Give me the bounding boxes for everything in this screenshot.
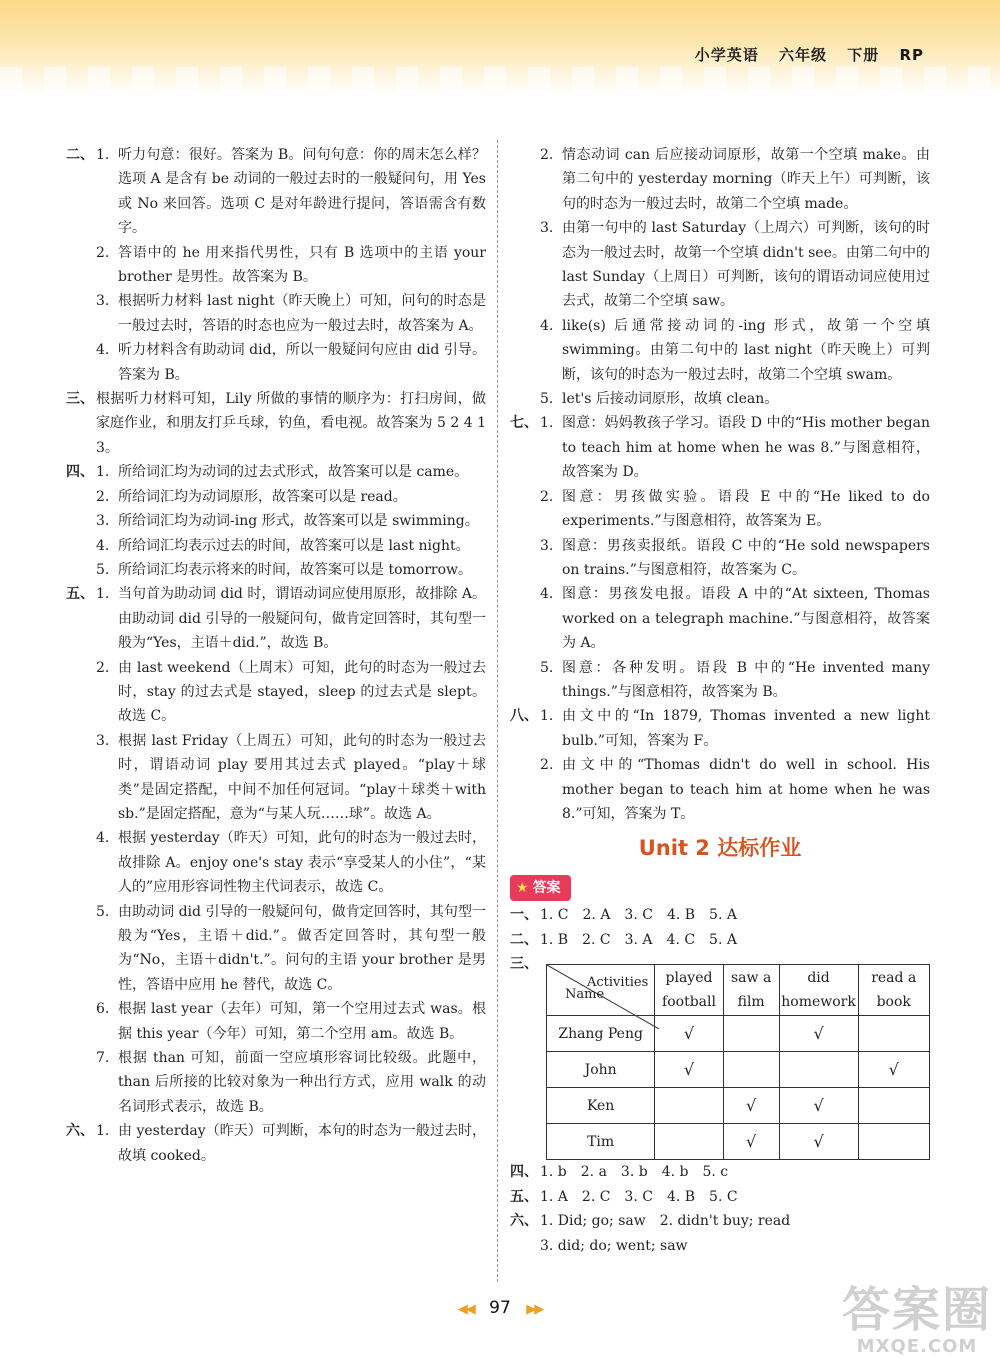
item-number: 3.	[96, 732, 110, 749]
running-header	[681, 44, 924, 65]
header-grade: 六年级	[778, 46, 827, 64]
item-number: 4.	[540, 586, 554, 603]
unit-title: Unit 2 达标作业	[638, 836, 802, 861]
section-label: 七、	[510, 415, 538, 432]
check-cell: √	[779, 1016, 858, 1052]
section	[66, 143, 486, 387]
item-text: 由第一句中的 last Saturday（上周六）可判断，该句的时态为一般过去时，故第一个空填 didn't see。由第二句中的 last Sunday（上周日）可判断，该句的谓语动词应使用过去式，故第二个空填 saw。	[562, 220, 930, 310]
check-cell: √	[723, 1124, 779, 1160]
explanation-item	[96, 289, 486, 338]
item-text: 所给词汇均为动词原形，故答案可以是 read。	[118, 488, 407, 505]
explanation-item	[540, 582, 930, 655]
section	[66, 582, 486, 1119]
section	[66, 1119, 486, 1168]
answer-line	[510, 903, 930, 927]
explanation-item	[540, 534, 930, 583]
item-number: 5.	[540, 659, 554, 676]
explanation-item	[96, 143, 486, 241]
table-label: 三、	[510, 956, 538, 972]
column-divider	[497, 140, 498, 1282]
item-number: 6.	[96, 1001, 110, 1018]
answer-lines-top	[510, 903, 930, 952]
item-text: 图意：男孩做实验。语段 E 中的“He liked to do experiments.”与图意相符，故答案为 E。	[562, 488, 930, 530]
item-text: 由文中的“In 1879, Thomas invented a new light bulb.”可知，答案为 F。	[562, 708, 930, 749]
answer-badge	[510, 875, 571, 901]
explanation-item	[540, 143, 930, 216]
explanation-item	[540, 656, 930, 705]
row-name: John	[547, 1052, 655, 1088]
item-text: 所给词汇均表示将来的时间，故答案可以是 tomorrow。	[118, 561, 473, 578]
explanation-item	[96, 1119, 486, 1168]
watermark-top: 答案圈	[841, 1282, 992, 1338]
explanation-item	[540, 753, 930, 826]
item-text: like(s) 后通常接动词的-ing 形式，故第一个空填 swimming。由第二句中的 last night（昨天晚上）可判断，该句的时态为一般过去时，故第二个空填 swam。	[562, 317, 930, 383]
answer-text: 1. Did; go; saw 2. didn't buy; read	[540, 1213, 791, 1230]
item-number: 4.	[96, 830, 110, 847]
section	[510, 411, 930, 704]
explanation-item	[96, 558, 486, 582]
item-text: 根据 last year（去年）可知，第一个空用过去式 was。根据 this year（今年）可知，第二个空用 am。故选 B。	[118, 1001, 486, 1042]
watermark-bottom: MXQE.COM	[856, 1336, 978, 1357]
answer-label: 五、	[510, 1188, 538, 1205]
check-cell	[858, 1088, 929, 1124]
explanation-item	[96, 241, 486, 290]
row-name: Ken	[547, 1088, 655, 1124]
table-corner-cell	[547, 965, 655, 1016]
explanation-item	[96, 582, 486, 655]
right-explanations	[510, 143, 930, 826]
column-header-line: played	[665, 970, 713, 987]
item-text: 听力句意：很好。答案为 B。问句句意：你的周末怎么样？选项 A 是含有 be 动词的一般过去时的一般疑问句，用 Yes 或 No 来回答。选项 C 是对年龄进行提问，答语需含有数字。	[118, 147, 486, 237]
column-header	[779, 965, 858, 1016]
column-header	[655, 965, 723, 1016]
explanation-item	[96, 656, 486, 729]
column-header	[723, 965, 779, 1016]
item-number: 5.	[96, 903, 110, 920]
answer-text: 1. B 2. C 3. A 4. C 5. A	[540, 931, 737, 948]
item-number: 1.	[96, 464, 110, 481]
table-header-row	[547, 965, 930, 1016]
right-column	[510, 143, 930, 1258]
item-number: 7.	[96, 1050, 110, 1067]
explanation-item	[540, 314, 930, 387]
corner-name: Name	[565, 987, 605, 1002]
explanation-item	[540, 216, 930, 314]
column-header-line: film	[737, 994, 765, 1011]
explanation-item	[96, 460, 486, 484]
item-number: 4.	[96, 342, 110, 359]
answer-line	[510, 1185, 930, 1209]
explanation-item	[96, 1046, 486, 1119]
explanation-item	[540, 411, 930, 484]
explanation-item	[96, 729, 486, 827]
next-arrow-icon: ▶▶	[526, 1302, 543, 1317]
section-label: 五、	[66, 586, 94, 603]
item-number: 4.	[540, 317, 554, 334]
answer-label: 四、	[510, 1164, 538, 1181]
item-text: 图意：男孩发电报。语段 A 中的“At sixteen, Thomas worked on a telegraph machine.”与图意相符，故答案为 A。	[562, 586, 930, 652]
item-text: 由助动词 did 引导的一般疑问句，做肯定回答时，其句型一般为“Yes，主语＋did.”。做否定回答时，其句型一般为“No，主语＋didn't.”。问句的主语 your brother 是男性，答语中应用 he 替代，故选 C。	[118, 903, 486, 993]
item-text: 根据 than 可知，前面一空应填形容词比较级。此题中，than 后所接的比较对象为一种出行方式，应用 walk 的动名词形式表示，故选 B。	[118, 1050, 486, 1115]
check-cell	[779, 1052, 858, 1088]
star-icon: ★	[516, 879, 529, 896]
column-header-line: saw a	[731, 970, 772, 987]
answer-last-line: 3. did; do; went; saw	[540, 1237, 688, 1254]
column-header-line: football	[662, 994, 716, 1011]
item-text: let's 后接动词原形，故填 clean。	[562, 391, 779, 408]
explanation-item	[96, 509, 486, 533]
item-number: 1.	[540, 415, 554, 432]
item-number: 2.	[96, 244, 110, 261]
answer-text: 1. b 2. a 3. b 4. b 5. c	[540, 1164, 729, 1181]
column-header	[858, 965, 929, 1016]
row-name: Tim	[547, 1124, 655, 1160]
section	[66, 387, 486, 460]
item-text: 听力材料含有助动词 did，所以一般疑问句应由 did 引导。答案为 B。	[118, 342, 486, 383]
check-cell: √	[858, 1052, 929, 1088]
explanation-item	[96, 485, 486, 509]
item-number: 2.	[96, 659, 110, 676]
answer-label: 六、	[510, 1213, 538, 1230]
item-text: 情态动词 can 后应接动词原形，故第一个空填 make。由第二句中的 yesterday morning（昨天上午）可判断，该句的时态为一般过去时，故第二个空填 made。	[562, 147, 930, 212]
explanation-item	[96, 900, 486, 998]
item-number: 2.	[540, 488, 554, 505]
check-cell	[655, 1124, 723, 1160]
item-text: 当句首为助动词 did 时，谓语动词应使用原形，故排除 A。由助动词 did 引导的一般疑问句，做肯定回答时，其句型一般为“Yes，主语＋did.”，故选 B。	[118, 586, 486, 652]
check-cell: √	[655, 1052, 723, 1088]
item-text: 所给词汇均为动词的过去式形式，故答案可以是 came。	[118, 464, 469, 481]
check-cell: √	[779, 1088, 858, 1124]
item-number: 5.	[96, 561, 110, 578]
item-number: 3.	[540, 537, 554, 554]
answer-label: 二、	[510, 931, 538, 948]
section-text: 根据听力材料可知，Lily 所做的事情的顺序为：打扫房间，做家庭作业，和朋友打乒乓球，钓鱼，看电视。故答案为 5 2 4 1 3。	[96, 391, 486, 456]
item-text: 图意：妈妈教孩子学习。语段 D 中的“His mother began to teach him at home when he was 8.”与图意相符，故答案为 D。	[562, 415, 930, 481]
table-row	[547, 1088, 930, 1124]
item-text: 由 yesterday（昨天）可判断，本句的时态为一般过去时，故填 cooked。	[118, 1123, 486, 1164]
item-text: 图意：男孩卖报纸。语段 C 中的“He sold newspapers on trains.”与图意相符，故答案为 C。	[562, 537, 930, 578]
answer-label: 一、	[510, 907, 538, 924]
item-number: 2.	[540, 757, 554, 774]
check-cell	[723, 1052, 779, 1088]
item-number: 3.	[540, 220, 554, 237]
check-cell	[655, 1088, 723, 1124]
watermark	[842, 1284, 992, 1357]
answer-text: 1. C 2. A 3. C 4. B 5. A	[540, 907, 737, 924]
item-number: 3.	[96, 293, 110, 310]
section	[66, 460, 486, 582]
answer-lines-bottom	[510, 1160, 930, 1233]
answer-line	[510, 928, 930, 952]
item-text: 根据听力材料 last night（昨天晚上）可知，问句的时态是一般过去时，答语的时态也应为一般过去时，故答案为 A。	[118, 293, 486, 334]
section-label: 八、	[510, 708, 538, 725]
explanation-item	[540, 387, 930, 411]
item-number: 1.	[96, 586, 110, 603]
item-number: 5.	[540, 391, 554, 408]
section	[510, 704, 930, 826]
item-number: 1.	[96, 1123, 110, 1140]
item-text: 图意：各种发明。语段 B 中的“He invented many things.”与图意相符，故答案为 B。	[562, 659, 930, 700]
item-number: 3.	[96, 513, 110, 530]
explanation-item	[96, 534, 486, 558]
section-label: 六、	[66, 1123, 94, 1140]
item-number: 1.	[96, 147, 110, 163]
section-label: 三、	[66, 391, 94, 408]
explanation-item	[96, 338, 486, 387]
check-cell	[723, 1016, 779, 1052]
answer-line	[510, 1209, 930, 1233]
item-text: 由 last weekend（上周末）可知，此句的时态为一般过去时，stay 的过去式是 stayed，sleep 的过去式是 slept。故选 C。	[118, 659, 486, 725]
row-name: Zhang Peng	[547, 1016, 655, 1052]
answer-text: 1. A 2. C 3. C 4. B 5. C	[540, 1188, 738, 1205]
item-number: 4.	[96, 537, 110, 554]
section	[510, 143, 930, 411]
item-text: 根据 yesterday（昨天）可知，此句的时态为一般过去时，故排除 A。enjoy one's stay 表示“享受某人的小住”，“某人的”应用形容词性物主代词表示，故选 C。	[118, 830, 486, 896]
check-cell: √	[723, 1088, 779, 1124]
explanation-item	[540, 704, 930, 753]
header-term: 下册	[847, 46, 880, 64]
item-number: 2.	[540, 147, 554, 163]
section-label: 二、	[66, 147, 94, 163]
item-number: 2.	[96, 488, 110, 505]
check-cell: √	[655, 1016, 723, 1052]
item-text: 答语中的 he 用来指代男性，只有 B 选项中的主语 your brother 是男性。故答案为 B。	[118, 244, 486, 286]
column-header-line: read a	[871, 970, 917, 987]
header-edition: RP	[899, 46, 924, 64]
prev-arrow-icon: ◀◀	[457, 1302, 474, 1317]
section-label: 四、	[66, 464, 94, 481]
explanation-item	[540, 485, 930, 534]
table-row	[547, 1052, 930, 1088]
answer-badge-label: 答案	[532, 879, 561, 896]
check-cell	[858, 1124, 929, 1160]
item-text: 由文中的“Thomas didn't do well in school. His mother began to teach him at home when he was 8.”可知，答案为 T。	[562, 757, 930, 822]
item-number: 1.	[540, 708, 554, 725]
table-row	[547, 1124, 930, 1160]
check-cell: √	[779, 1124, 858, 1160]
corner-activities: Activities	[586, 975, 649, 991]
header-subject: 小学英语	[694, 46, 759, 64]
item-text: 所给词汇均为动词-ing 形式，故答案可以是 swimming。	[118, 513, 479, 530]
explanation-item	[96, 997, 486, 1046]
item-text: 所给词汇均表示过去的时间，故答案可以是 last night。	[118, 537, 470, 554]
left-column	[66, 143, 486, 1168]
column-header-line: book	[876, 994, 911, 1011]
column-header-line: homework	[781, 994, 856, 1011]
activities-table	[546, 964, 930, 1160]
check-cell	[858, 1016, 929, 1052]
answer-line	[510, 1160, 930, 1184]
column-header-line: did	[807, 970, 830, 987]
item-text: 根据 last Friday（上周五）可知，此句的时态为一般过去时，谓语动词 play 要用其过去式 played。“play＋球类”是固定搭配，中间不加任何冠词。“play＋球类＋with sb.”是固定搭配，意为“与某人玩……球”。故选 A。	[118, 732, 486, 822]
explanation-item	[96, 826, 486, 899]
page-number: 97	[489, 1298, 511, 1318]
